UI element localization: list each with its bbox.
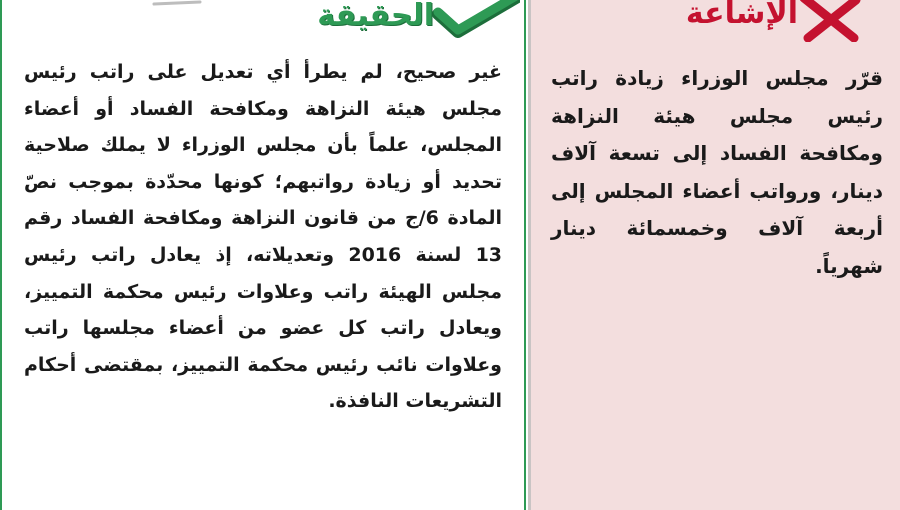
rumor-header [626,0,866,46]
truth-text: غير صحيح، لم يطرأ أي تعديل على راتب رئيس مجلس هيئة النزاهة ومكافحة الفساد أو أعضاء المجلس، علماً بأن مجلس الوزراء لا يملك صلاحية تحديد أو زيادة رواتبهم؛ كونها محدّدة بموجب نصّ المادة 6/ج من قانون النزاهة ومكافحة الفساد رقم 13 لسنة 2016 وتعديلاته، إذ يعادل راتب رئيس مجلس الهيئة راتب وعلاوات رئيس محكمة التمييز، ويعادل راتب كل عضو من أعضاء مجلسها راتب وعلاوات نائب رئيس محكمة التمييز، بمقتضى أحكام التشريعات النافذة. [24,61,503,413]
truth-title: الحقيقة [317,0,434,33]
rumor-panel [528,0,900,510]
check-icon [432,0,520,38]
rumor-text: قرّر مجلس الوزراء زيادة راتب رئيس مجلس هيئة النزاهة ومكافحة الفساد إلى تسعة آلاف دينار، ورواتب أعضاء المجلس إلى أربعة آلاف وخمسمائة دينار شهرياً. [551,66,883,278]
rumor-title: الإشاعة [685,0,798,31]
truth-header [252,0,522,40]
x-icon [796,0,866,42]
divider-mark [152,0,202,8]
